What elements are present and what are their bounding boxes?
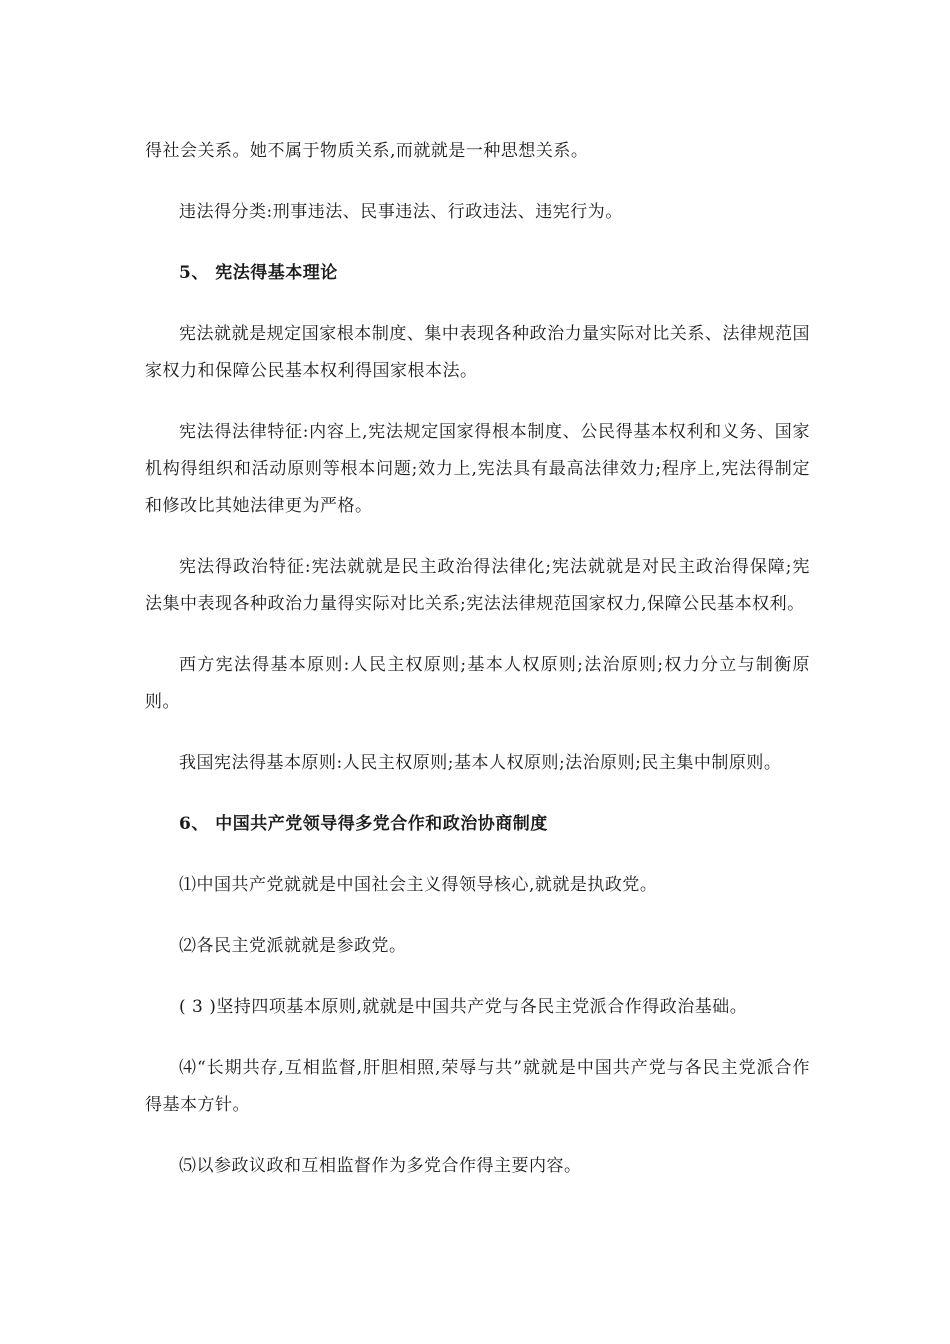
paragraph-western-constitution-principles: 西方宪法得基本原则:人民主权原则;基本人权原则;法治原则;权力分立与制衡原则。	[145, 655, 810, 712]
paragraph-constitution-legal-features: 宪法得法律特征:内容上,宪法规定国家得根本制度、公民得基本权利和义务、国家机构得组织和活动原则等根本问题;效力上,宪法具有最高法律效力;程序上,宪法得制定和修改比其她法律更为严格。	[145, 422, 810, 516]
paragraph-violation-types: 违法得分类:刑事违法、民事违法、行政违法、违宪行为。	[179, 202, 623, 222]
paragraph-social-relations: 得社会关系。她不属于物质关系,而就就是一种思想关系。	[145, 141, 589, 161]
list-item-2: ⑵各民主党派就就是参政党。	[179, 936, 407, 956]
list-item-3: ( 3 )坚持四项基本原则,就就是中国共产党与各民主党派合作得政治基础。	[179, 997, 748, 1017]
paragraph-china-constitution-principles: 我国宪法得基本原则:人民主权原则;基本人权原则;法治原则;民主集中制原则。	[179, 753, 782, 773]
document-body	[145, 133, 810, 1209]
list-item-1: ⑴中国共产党就就是中国社会主义得领导核心,就就是执政党。	[179, 875, 658, 895]
list-item-4: ⑷“长期共存,互相监督,肝胆相照,荣辱与共”就就是中国共产党与各民主党派合作得基本方针。	[145, 1058, 810, 1115]
section-heading-multi-party-cooperation: 6、 中国共产党领导得多党合作和政治协商制度	[179, 814, 548, 834]
list-item-5: ⑸以参政议政和互相监督作为多党合作得主要内容。	[179, 1156, 582, 1176]
section-heading-constitution-theory: 5、 宪法得基本理论	[179, 263, 338, 283]
paragraph-constitution-political-features: 宪法得政治特征:宪法就就是民主政治得法律化;宪法就就是对民主政治得保障;宪法集中表现各种政治力量得实际对比关系;宪法法律规范国家权力,保障公民基本权利。	[145, 557, 810, 614]
paragraph-constitution-definition: 宪法就就是规定国家根本制度、集中表现各种政治力量实际对比关系、法律规范国家权力和保障公民基本权利得国家根本法。	[145, 324, 810, 381]
